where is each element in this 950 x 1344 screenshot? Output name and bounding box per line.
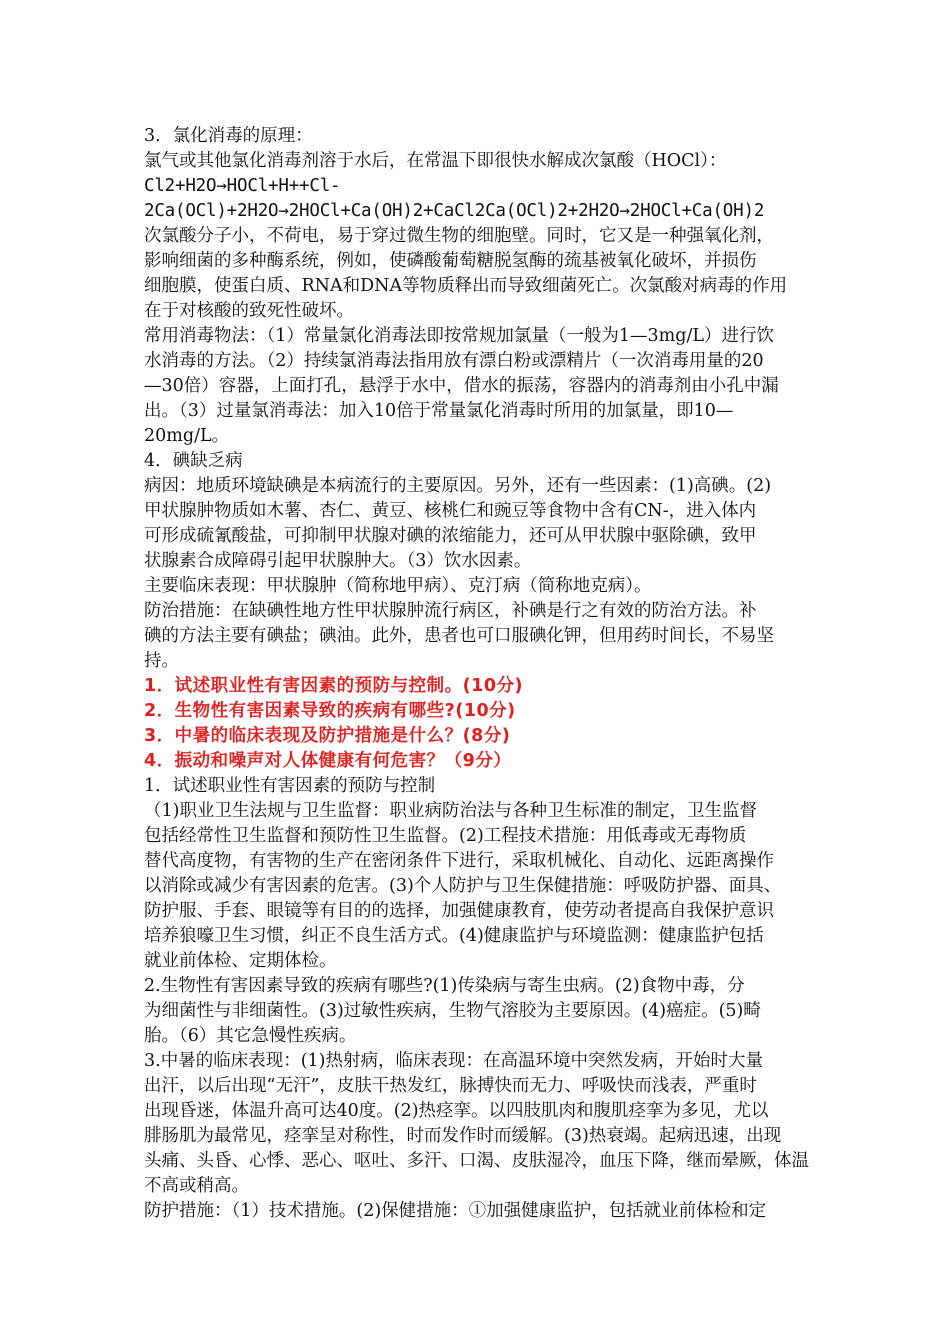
text-line: 为细菌性与非细菌性。(3)过敏性疾病，生物气溶胶为主要原因。(4)癌症。(5)畸 xyxy=(144,1001,761,1021)
text-line: 出汗，以后出现“无汗”，皮肤干热发红，脉搏快而无力、呼吸快而浅表，严重时 xyxy=(144,1076,757,1096)
text-line: 水消毒的方法。（2）持续氯消毒法指用放有漂白粉或漂精片（一次消毒用量的20 xyxy=(144,351,764,371)
text-line: 2.生物性有害因素导致的疾病有哪些?(1)传染病与寄生虫病。(2)食物中毒，分 xyxy=(144,976,745,996)
text-line: 氯气或其他氯化消毒剂溶于水后，在常温下即很快水解成次氯酸（HOCl）： xyxy=(144,151,727,171)
text-line: 不高或稍高。 xyxy=(144,1176,249,1196)
text-line: 状腺素合成障碍引起甲状腺肿大。（3）饮水因素。 xyxy=(144,551,532,571)
text-line: 在于对核酸的致死性破坏。 xyxy=(144,301,354,321)
text-line: 主要临床表现：甲状腺肿（简称地甲病）、克汀病（简称地克病）。 xyxy=(144,576,652,596)
text-line: 就业前体检、定期体检。 xyxy=(144,951,337,971)
text-line: 替代高度物，有害物的生产在密闭条件下进行，采取机械化、自动化、远距离操作 xyxy=(144,851,774,871)
text-line: 出现昏迷，体温升高可达40度。(2)热痉挛。以四肢肌肉和腹肌痉挛为多见，尤以 xyxy=(144,1101,769,1121)
text-line: 防治措施：在缺碘性地方性甲状腺肿流行病区，补碘是行之有效的防治方法。补 xyxy=(144,601,757,621)
question-heading: 3．中暑的临床表现及防护措施是什么？(8分) xyxy=(144,726,511,746)
chemical-equation: Cl2+H2O→HOCl+H++Cl- xyxy=(144,176,341,196)
section-heading-chlorination: 3．氯化消毒的原理： xyxy=(144,126,313,146)
text-line: 出。（3）过量氯消毒法：加入10倍于常量氯化消毒时所用的加氯量，即10— xyxy=(144,401,734,421)
text-line: 可形成硫氰酸盐，可抑制甲状腺对碘的浓缩能力，还可从甲状腺中驱除碘，致甲 xyxy=(144,526,757,546)
text-line: 3.中暑的临床表现：(1)热射病，临床表现：在高温环境中突然发病，开始时大量 xyxy=(144,1051,763,1071)
text-line: 以消除或减少有害因素的危害。(3)个人防护与卫生保健措施：呼吸防护器、面具、 xyxy=(144,876,782,896)
text-line: 持。 xyxy=(144,651,179,671)
text-line: 病因：地质环境缺碘是本病流行的主要原因。另外，还有一些因素：(1)高碘。(2) xyxy=(144,476,772,496)
answer-heading: 1．试述职业性有害因素的预防与控制 xyxy=(144,776,436,796)
text-line: 包括经常性卫生监督和预防性卫生监督。(2)工程技术措施：用低毒或无毒物质 xyxy=(144,826,747,846)
text-line: 腓肠肌为最常见，痉挛呈对称性，时而发作时而缓解。(3)热衰竭。起病迅速，出现 xyxy=(144,1126,782,1146)
text-line: 20mg/L。 xyxy=(144,426,230,446)
text-line: 次氯酸分子小，不荷电，易于穿过微生物的细胞壁。同时，它又是一种强氧化剂， xyxy=(144,226,774,246)
text-line: 头痛、头昏、心悸、恶心、呕吐、多汗、口渴、皮肤湿冷，血压下降，继而晕厥，体温 xyxy=(144,1151,809,1171)
chemical-equation: 2Ca(OCl)+2H2O→2HOCl+Ca(OH)2+CaCl2Ca(OCl)2+2H2O→2HOCl+Ca(OH)2 xyxy=(144,201,765,221)
text-line: 细胞膜，使蛋白质、RNA和DNA等物质释出而导致细菌死亡。次氯酸对病毒的作用 xyxy=(144,276,788,296)
text-line: 影响细菌的多种酶系统，例如，使磷酸葡萄糖脱氢酶的巯基被氧化破坏，并损伤 xyxy=(144,251,757,271)
text-line: 常用消毒物法：（1）常量氯化消毒法即按常规加氯量（一般为1—3mg/L）进行饮 xyxy=(144,326,774,346)
text-line: （1)职业卫生法规与卫生监督：职业病防治法与各种卫生标准的制定，卫生监督 xyxy=(144,801,757,821)
text-line: 防护服、手套、眼镜等有目的的选择，加强健康教育，使劳动者提高自我保护意识 xyxy=(144,901,774,921)
section-heading-iodine: 4．碘缺乏病 xyxy=(144,451,243,471)
text-line: 胎。（6）其它急慢性疾病。 xyxy=(144,1026,357,1046)
text-line: 碘的方法主要有碘盐；碘油。此外，患者也可口服碘化钾，但用药时间长，不易坚 xyxy=(144,626,774,646)
question-heading: 2．生物性有害因素导致的疾病有哪些?(10分) xyxy=(144,701,516,721)
question-heading: 4．振动和噪声对人体健康有何危害？（9分） xyxy=(144,751,512,771)
question-heading: 1．试述职业性有害因素的预防与控制。(10分) xyxy=(144,676,524,696)
text-line: 甲状腺肿物质如木薯、杏仁、黄豆、核桃仁和豌豆等食物中含有CN-，进入体内 xyxy=(144,501,757,521)
document-body xyxy=(144,124,818,1224)
text-line: 培养狼嚎卫生习惯，纠正不良生活方式。(4)健康监护与环境监测：健康监护包括 xyxy=(144,926,764,946)
text-line: 防护措施：（1）技术措施。(2)保健措施：①加强健康监护，包括就业前体检和定 xyxy=(144,1201,767,1221)
text-line: —30倍）容器，上面打孔，悬浮于水中，借水的振荡，容器内的消毒剂由小孔中漏 xyxy=(144,376,779,396)
